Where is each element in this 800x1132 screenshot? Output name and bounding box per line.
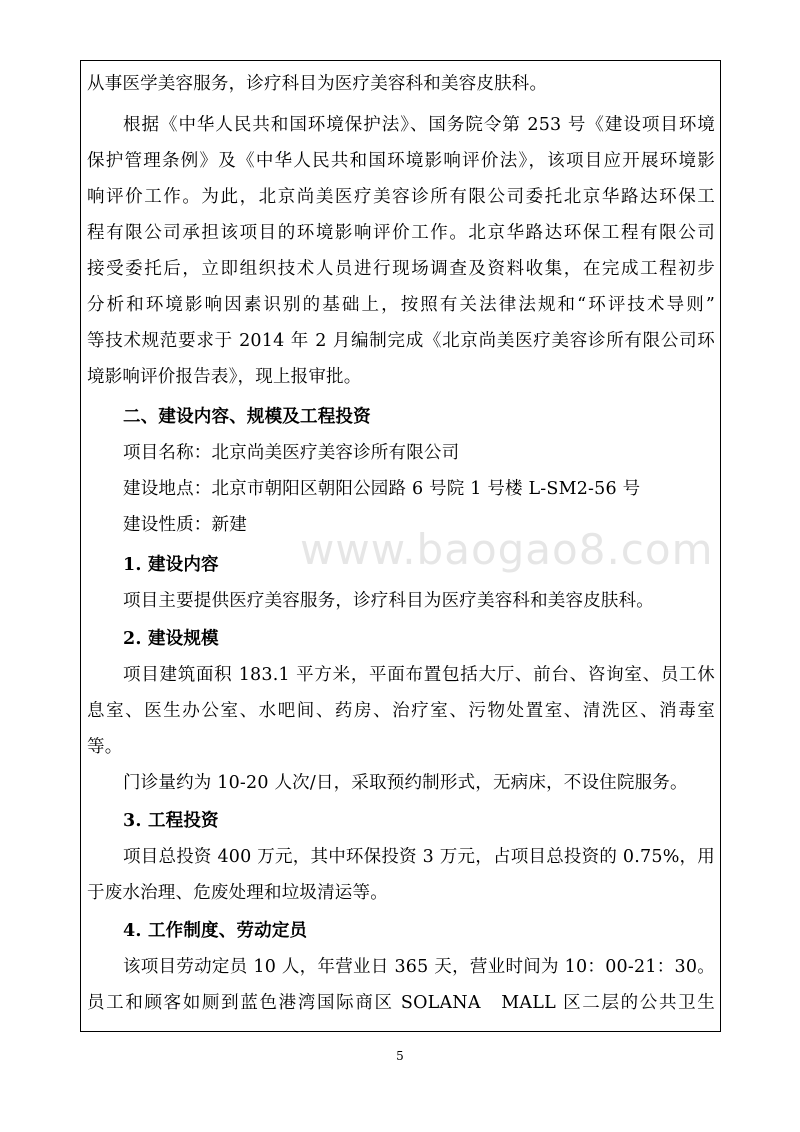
body-text-line: 根据《中华人民共和国环境保护法》、国务院令第 253 号《建设项目环境 [123,115,715,135]
project-location-line: 建设地点：北京市朝阳区朝阳公园路 6 号院 1 号楼 L-SM2-56 号 [123,479,641,499]
watermark: www.baogao8.com [300,525,714,574]
body-text-line: 分析和环境影响因素识别的基础上，按照有关法律法规和“环评技术导则” [87,295,715,315]
body-text-line: 项目建筑面积 183.1 平方米，平面布置包括大厅、前台、咨询室、员工休 [123,665,715,685]
body-text-line: 接受委托后，立即组织技术人员进行现场调查及资料收集，在完成工程初步 [87,259,715,279]
body-text-line: 等技术规范要求于 2014 年 2 月编制完成《北京尚美医疗美容诊所有限公司环 [87,331,715,351]
body-text-line: 等。 [87,737,123,757]
body-text-line: 从事医学美容服务，诊疗科目为医疗美容科和美容皮肤科。 [87,74,548,94]
project-nature-line: 建设性质：新建 [123,515,247,535]
body-text-line: 员工和顾客如厕到蓝色港湾国际商区 SOLANA MALL 区二层的公共卫生 [87,993,715,1013]
page-number: 5 [396,1049,404,1063]
project-name-line: 项目名称：北京尚美医疗美容诊所有限公司 [123,443,460,463]
body-text-line: 门诊量约为 10-20 人次/日，采取预约制形式，无病床，不设住院服务。 [123,773,688,793]
subsection-heading: 3. 工程投资 [123,811,219,831]
body-text-line: 该项目劳动定员 10 人，年营业日 365 天，营业时间为 10：00-21：30。 [123,957,715,977]
subsection-heading: 1. 建设内容 [123,555,219,575]
subsection-heading: 4. 工作制度、劳动定员 [123,921,308,941]
body-text-line: 程有限公司承担该项目的环境影响评价工作。北京华路达环保工程有限公司 [87,223,715,243]
body-text-line: 响评价工作。为此，北京尚美医疗美容诊所有限公司委托北京华路达环保工 [87,187,715,207]
body-text-line: 保护管理条例》及《中华人民共和国环境影响评价法》，该项目应开展环境影 [87,151,715,171]
body-text-line: 项目总投资 400 万元，其中环保投资 3 万元，占项目总投资的 0.75%，用 [123,847,715,867]
section-heading: 二、建设内容、规模及工程投资 [123,407,371,427]
body-text-line: 于废水治理、危废处理和垃圾清运等。 [87,883,388,903]
body-text-line: 息室、医生办公室、水吧间、药房、治疗室、污物处置室、清洗区、消毒室 [87,701,715,721]
body-text-line: 境影响评价报告表》，现上报审批。 [87,367,362,387]
subsection-heading: 2. 建设规模 [123,629,219,649]
body-text-line: 项目主要提供医疗美容服务，诊疗科目为医疗美容科和美容皮肤科。 [123,591,654,611]
